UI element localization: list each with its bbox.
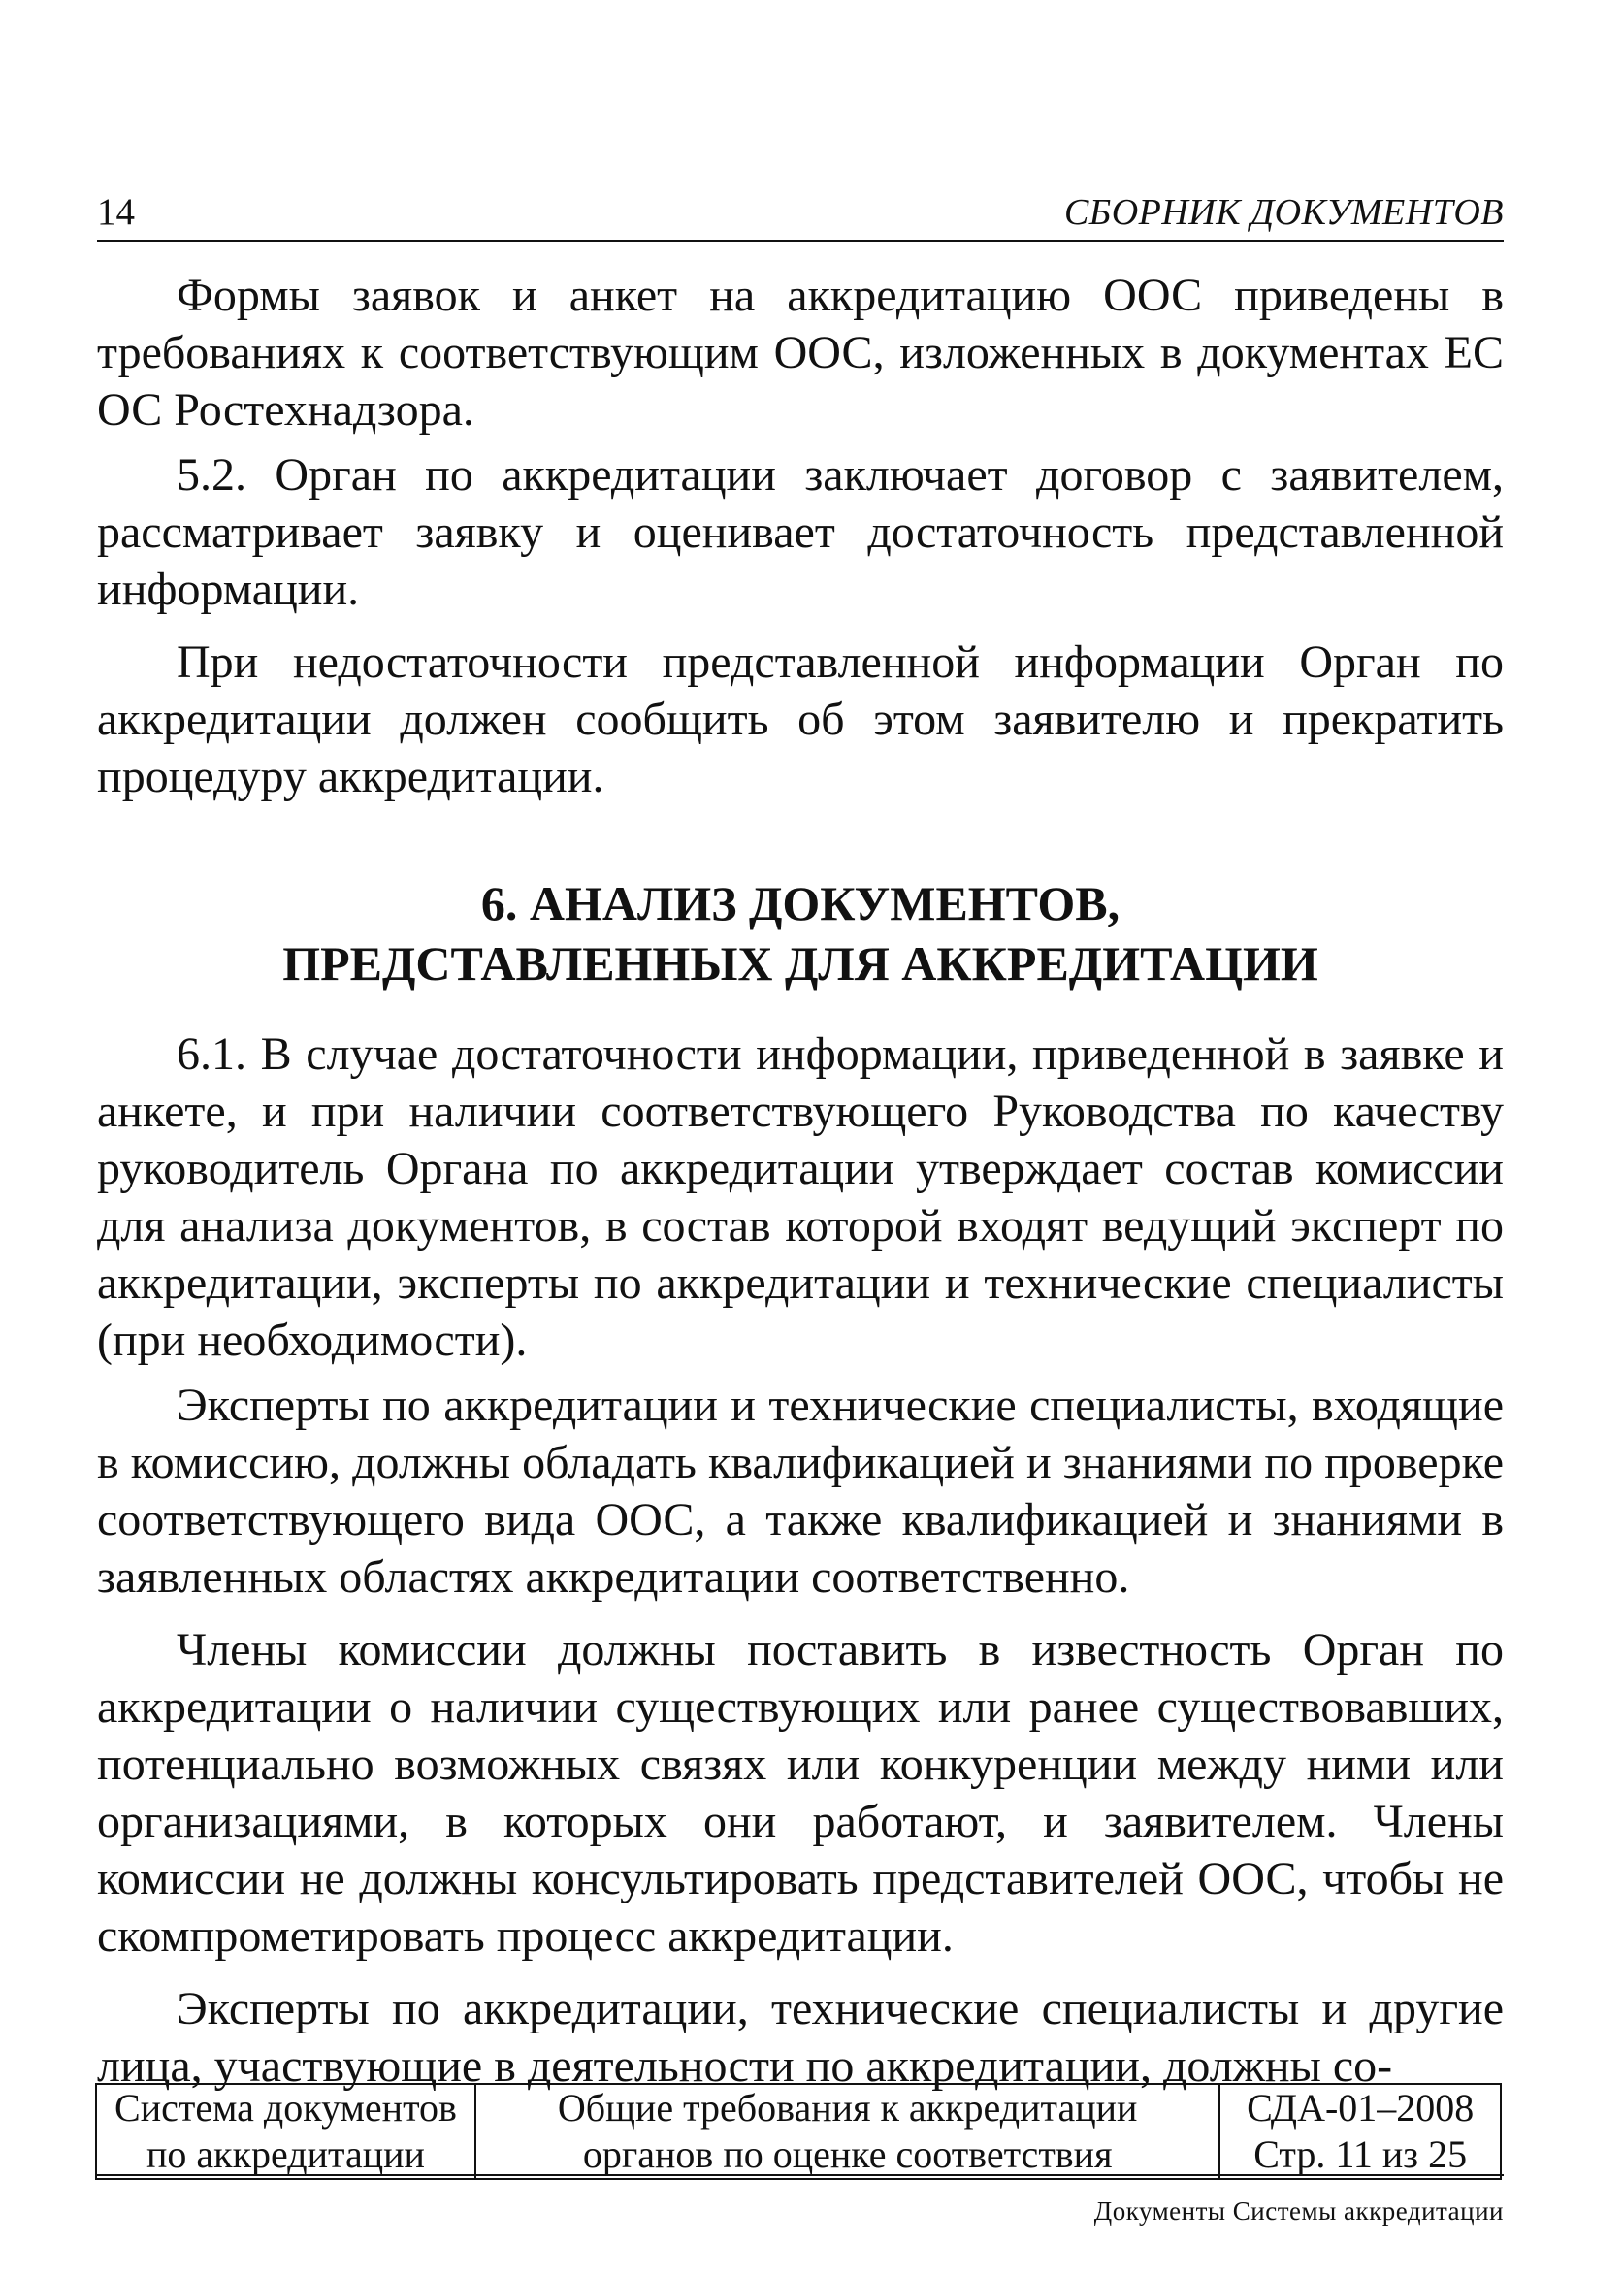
document-footer-table bbox=[95, 2083, 1502, 2180]
footer-divider bbox=[97, 2174, 1504, 2176]
paragraph: Эксперты по аккредитации, технические специалисты и другие лица, участвующие в деятельности по аккредитации, должны со- bbox=[97, 1983, 1504, 2092]
title-line: органов по оценке соответствия bbox=[582, 2132, 1113, 2176]
system-cell bbox=[96, 2084, 475, 2179]
paragraph: Члены комиссии должны поставить в известность Орган по аккредитации о наличии существующих или ранее существовавших, потенциально возможных связях или конкуренции между ними или организациями, в которых они работают, и заявителем. Члены комиссии не должны консультировать представителей ООС, чтобы не скомпрометировать процесс аккредитации. bbox=[97, 1624, 1504, 1962]
system-line: по аккредитации bbox=[146, 2132, 425, 2176]
paragraph: 6.1. В случае достаточности информации, приведенной в заявке и анкете, и при наличии соответствующего Руководства по качеству руководитель Органа по аккредитации утверждает состав комиссии для анализа документов, в состав которой входят ведущий эксперт по аккредитации, эксперты по аккредитации и технические специалисты (при необходимости). bbox=[97, 1028, 1504, 1366]
page-header bbox=[97, 189, 1504, 242]
body-text-top bbox=[97, 267, 1504, 805]
section-heading-line: ПРЕДСТАВЛЕННЫХ ДЛЯ АККРЕДИТАЦИИ bbox=[282, 936, 1318, 991]
title-line: Общие требования к аккредитации bbox=[557, 2086, 1138, 2130]
paragraph: Формы заявок и анкет на аккредитацию ООС приведены в требованиях к соответствующим ООС, изложенных в документах ЕС ОС Ростехнадзора. bbox=[97, 270, 1504, 436]
document-code: СДА-01–2008 bbox=[1247, 2086, 1475, 2130]
page-number: 14 bbox=[97, 191, 135, 233]
running-title: СБОРНИК ДОКУМЕНТОВ bbox=[1063, 192, 1504, 233]
paragraph: При недостаточности представленной информации Орган по аккредитации должен сообщить об этом заявителю и прекратить процедуру аккредитации. bbox=[97, 636, 1504, 802]
section-heading bbox=[97, 873, 1504, 993]
paragraph: 5.2. Орган по аккредитации заключает договор с заявителем, рассматривает заявку и оценивает достаточность представленной информации. bbox=[97, 449, 1504, 615]
body-text-bottom bbox=[97, 1025, 1504, 2095]
title-cell bbox=[475, 2084, 1219, 2179]
code-cell bbox=[1219, 2084, 1501, 2179]
table-row bbox=[96, 2084, 1501, 2179]
system-line: Система документов bbox=[114, 2086, 457, 2130]
paragraph: Эксперты по аккредитации и технические специалисты, входящие в комиссию, должны обладать квалификацией и знаниями по проверке соответствующего вида ООС, а также квалификацией и знаниями в заявленных областях аккредитации соответственно. bbox=[97, 1380, 1504, 1603]
footer-caption: Документы Системы аккредитации bbox=[1093, 2196, 1504, 2226]
page-count: Стр. 11 из 25 bbox=[1253, 2132, 1468, 2176]
section-heading-line: 6. АНАЛИЗ ДОКУМЕНТОВ, bbox=[480, 876, 1121, 930]
